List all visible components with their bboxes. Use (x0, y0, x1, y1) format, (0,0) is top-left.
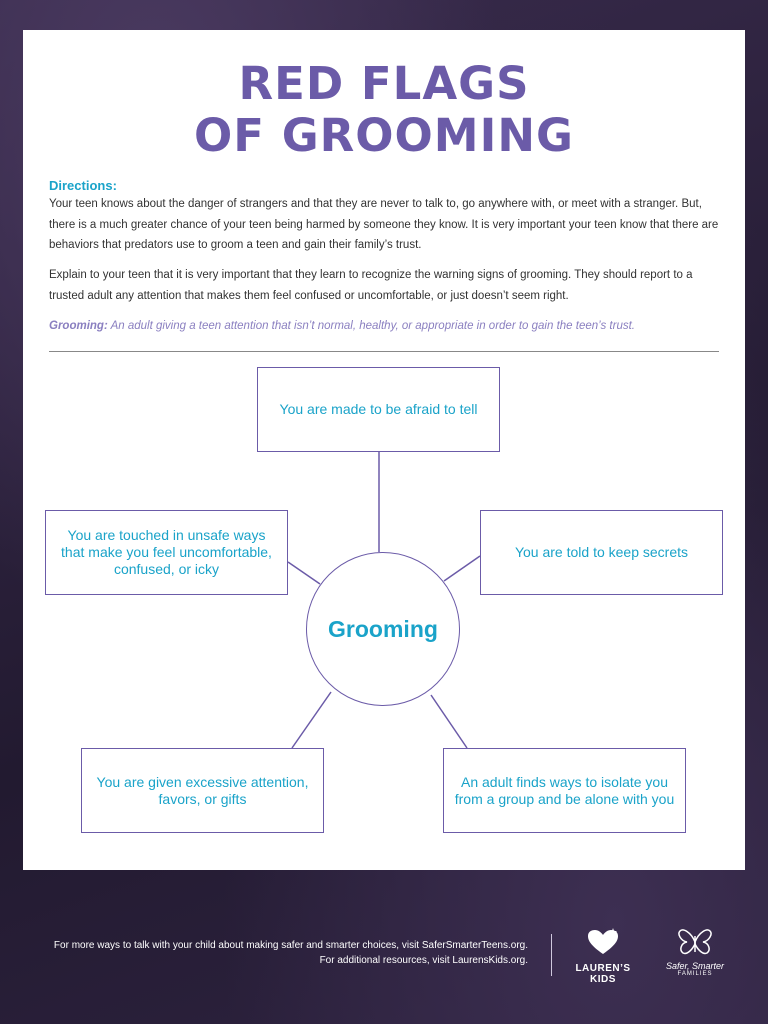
heart-icon (586, 928, 620, 956)
directions-paragraph-2: Explain to your teen that it is very important that they learn to recognize the warning signs of grooming. They should report to a trusted adult any attention that makes them feel confused or uncomfortable, or just doesn’t seem right. (49, 269, 693, 302)
title-line-2: OF GROOMING (194, 109, 574, 162)
connector-bottom-right (431, 695, 467, 748)
footer-resources (54, 938, 528, 968)
safer-smarter-families-logo (660, 928, 730, 977)
connector-right (444, 556, 480, 581)
footer-line-1: For more ways to talk with your child about making safer and smarter choices, visit SaferSmarterTeens.org. (53, 940, 528, 951)
definition-text: An adult giving a teen attention that isn’t normal, healthy, or appropriate in order to gain the teen’s trust. (110, 320, 635, 332)
families-label: FAMILIES (677, 971, 713, 977)
laurens-kids-name: LAUREN’S KIDS (575, 963, 631, 985)
title-line-1: RED FLAGS (238, 57, 530, 110)
grooming-hub: Grooming (306, 552, 460, 706)
footer-divider (551, 934, 552, 976)
definition-term: Grooming: (49, 320, 108, 332)
butterfly-icon (677, 928, 713, 956)
connector-left (288, 562, 320, 584)
sign-excessive-attention: You are given excessive attention, favors, or gifts (81, 748, 324, 833)
footer-line-2: For additional resources, visit LaurensKids.org. (319, 955, 528, 966)
laurens-kids-logo (568, 928, 638, 985)
sign-afraid-to-tell: You are made to be afraid to tell (257, 367, 500, 452)
directions-paragraph-1: Your teen knows about the danger of strangers and that they are never to talk to, go anywhere with, or meet with a stranger. But, there is a much greater chance of your teen being harmed by someone they know. It is very important your teen know that there are behaviors that predators use to groom a teen and gain their family’s trust. (49, 198, 719, 251)
sign-keep-secrets: You are told to keep secrets (480, 510, 723, 595)
sign-touched-unsafe: You are touched in unsafe ways that make you feel uncomfortable, confused, or icky (45, 510, 288, 595)
connector-bottom-left (292, 692, 331, 748)
directions-label: Directions: (49, 178, 117, 193)
safer-smarter-name: Safer, Smarter (665, 961, 725, 971)
sign-isolate-from-group: An adult finds ways to isolate you from a group and be alone with you (443, 748, 686, 833)
